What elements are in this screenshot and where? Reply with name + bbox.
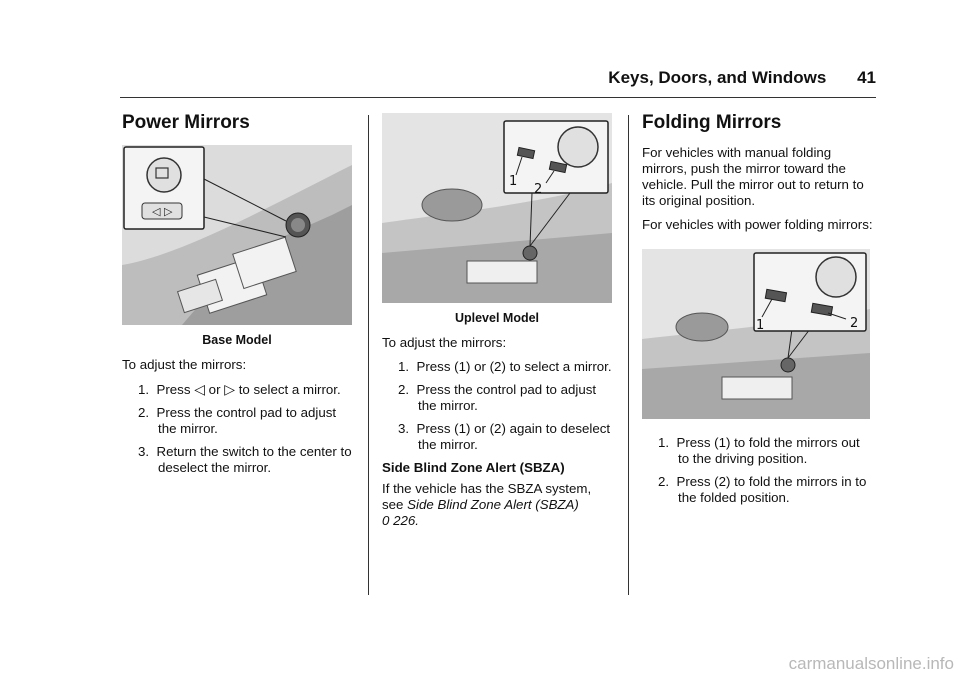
sbza-page-reference: 0 226. — [382, 513, 419, 528]
section-title: Keys, Doors, and Windows — [608, 68, 827, 87]
power-folding-paragraph: For vehicles with power folding mirrors: — [642, 217, 873, 232]
step-item: 1. Press (1) or (2) to select a mirror. — [398, 359, 612, 374]
step-item: 3. Return the switch to the center to deselect the mirror. — [138, 444, 352, 475]
steps-list — [642, 435, 874, 506]
figure-label-2: 2 — [850, 316, 859, 331]
figure-caption-base-model: Base Model — [202, 333, 272, 347]
column-divider — [628, 115, 629, 595]
instructions-intro: To adjust the mirrors: — [382, 335, 507, 350]
section-heading-power-mirrors: Power Mirrors — [122, 112, 250, 133]
folding-mirrors-illustration — [642, 249, 870, 419]
sbza-cross-reference-link[interactable]: Side Blind Zone Alert (SBZA) — [407, 497, 579, 512]
subheading-sbza: Side Blind Zone Alert (SBZA) — [382, 460, 565, 475]
column-folding-mirrors — [642, 105, 874, 513]
header-rule — [120, 97, 876, 98]
step-item: 2. Press the control pad to adjust the mirror. — [398, 382, 597, 413]
page-number: 41 — [857, 68, 876, 87]
right-arrow-icon: ▷ — [224, 381, 235, 397]
step-item: 2. Press (2) to fold the mirrors in to the folded position. — [658, 474, 867, 505]
figure-label-2: 2 — [534, 182, 543, 197]
svg-text:◁: ◁ — [152, 205, 161, 218]
column-uplevel-model — [382, 105, 612, 537]
base-model-illustration — [122, 145, 352, 325]
left-arrow-icon: ◁ — [194, 381, 205, 397]
figure-caption-uplevel-model: Uplevel Model — [454, 311, 540, 325]
sbza-paragraph: If the vehicle has the SBZA system, see Side Blind Zone Alert (SBZA) 0 226. — [382, 481, 592, 528]
watermark: carmanualsonline.info — [788, 654, 954, 673]
step-item: 1. Press (1) to fold the mirrors out to the driving position. — [658, 435, 860, 466]
column-divider — [368, 115, 369, 595]
step-item: 1. Press ◁ or ▷ to select a mirror. — [138, 381, 341, 397]
step-item: 2. Press the control pad to adjust the mirror. — [138, 405, 337, 436]
manual-folding-paragraph: For vehicles with manual folding mirrors, push the mirror toward the vehicle. Pull the mirror out to return to its original position. — [642, 145, 864, 208]
svg-text:▷: ▷ — [164, 205, 173, 218]
step-item: 3. Press (1) or (2) again to deselect the mirror. — [398, 421, 611, 452]
page-header — [120, 68, 876, 92]
steps-list — [122, 381, 352, 476]
figure-label-1: 1 — [509, 174, 518, 189]
instructions-intro: To adjust the mirrors: — [122, 357, 247, 372]
column-power-mirrors — [122, 105, 352, 483]
steps-list — [382, 359, 612, 453]
figure-label-1: 1 — [756, 318, 765, 333]
section-heading-folding-mirrors: Folding Mirrors — [642, 112, 782, 133]
uplevel-model-illustration — [382, 113, 612, 303]
